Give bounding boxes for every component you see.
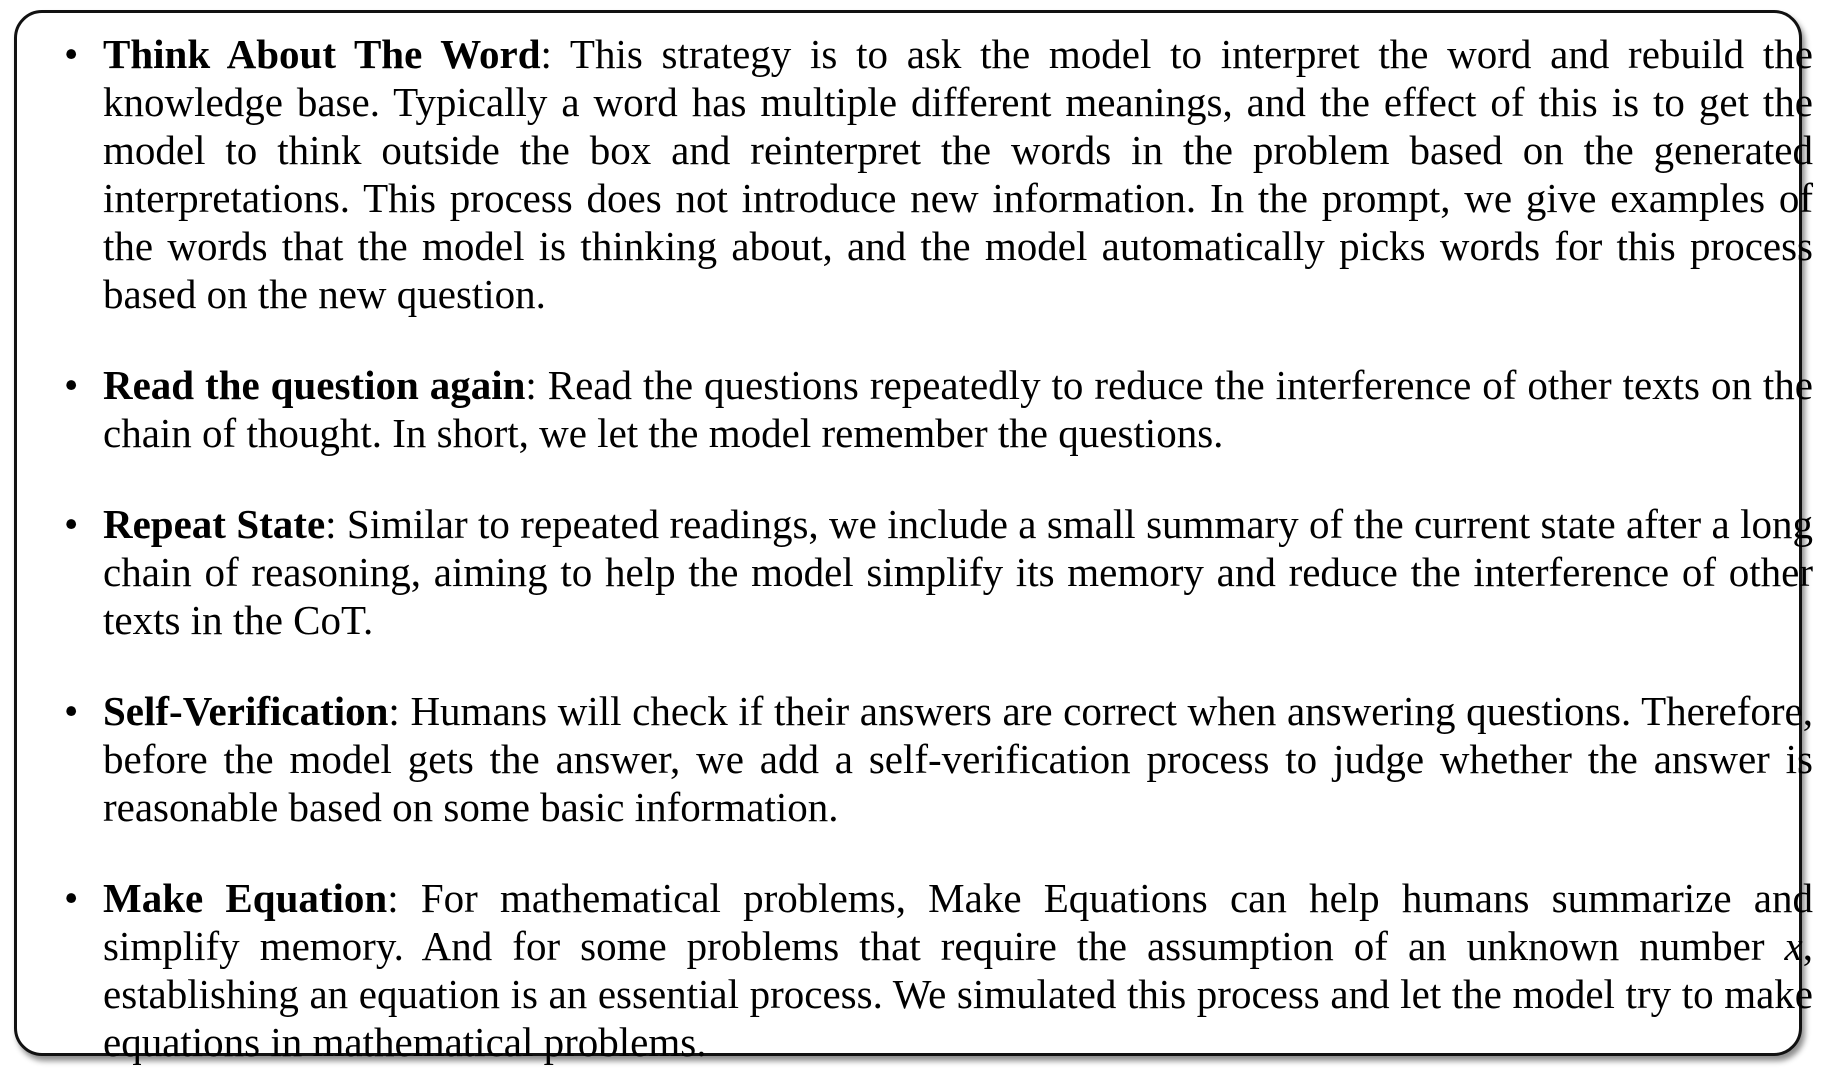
item-text-part-1: : For mathematical problems, Make Equations can help humans summarize and simplify memory. And for some problems that require the assumption of an unknown number bbox=[103, 875, 1813, 969]
list-item-make-equation bbox=[60, 874, 1813, 1066]
bullet-icon: • bbox=[64, 688, 79, 734]
item-text-part-2: , establishing an equation is an essential process. We simulated this process and let the model try to make equations in mathematical problems. bbox=[103, 923, 1813, 1065]
content-box bbox=[14, 10, 1814, 1065]
list-item-think-about-the-word bbox=[60, 30, 1813, 318]
strategy-list bbox=[60, 30, 1813, 1066]
item-text: : Humans will check if their answers are correct when answering questions. Therefore, before the model gets the answer, we add a self-verification process to judge whether the answer is reasonable based on some basic information. bbox=[103, 688, 1813, 830]
item-term: Self-Verification bbox=[103, 688, 389, 734]
item-text: : Similar to repeated readings, we include a small summary of the current state after a long chain of reasoning, aiming to help the model simplify its memory and reduce the interference of other texts in the CoT. bbox=[103, 501, 1813, 643]
item-term: Think About The Word bbox=[103, 31, 541, 77]
bullet-icon: • bbox=[64, 501, 79, 547]
item-text: : Read the questions repeatedly to reduce the interference of other texts on the chain of thought. In short, we let the model remember the questions. bbox=[103, 362, 1814, 456]
list-item-self-verification bbox=[60, 687, 1813, 831]
bullet-icon: • bbox=[64, 362, 79, 408]
item-text: : This strategy is to ask the model to interpret the word and rebuild the knowledge base. Typically a word has multiple different meanings, and the effect of this is to get the model to think outside the box and reinterpret the words in the problem based on the generated interpretations. This process does not introduce new information. In the prompt, we give examples of the words that the model is thinking about, and the model automatically picks words for this process based on the new question. bbox=[103, 31, 1813, 317]
item-term: Make Equation bbox=[103, 875, 388, 921]
bullet-icon: • bbox=[64, 875, 79, 921]
list-item-read-the-question-again bbox=[60, 361, 1813, 457]
bullet-icon: • bbox=[64, 31, 79, 77]
item-term: Repeat State bbox=[103, 501, 326, 547]
math-variable: x bbox=[1784, 923, 1803, 969]
list-item-repeat-state bbox=[60, 500, 1813, 644]
item-term: Read the question again bbox=[103, 362, 526, 408]
